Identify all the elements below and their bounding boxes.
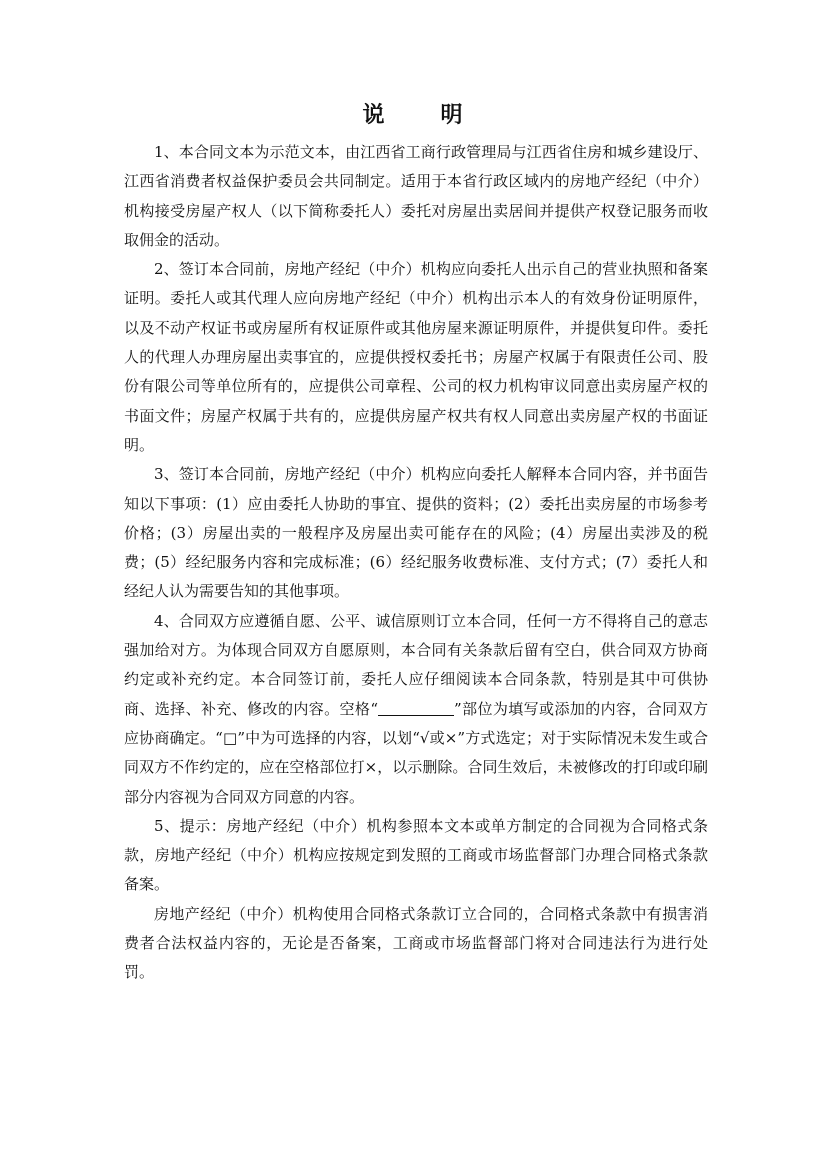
paragraph-5: 5、提示：房地产经纪（中介）机构参照本文本或单方制定的合同视为合同格式条款，房地产经纪（中介）机构应按规定到发照的工商或市场监督部门办理合同格式条款备案。 (124, 816, 708, 894)
title-char-2: 明 (440, 102, 465, 128)
paragraph-4 (124, 607, 708, 812)
paragraph-6: 房地产经纪（中介）机构使用合同格式条款订立合同的，合同格式条款中有损害消费者合法权益内容的，无论是否备案，工商或市场监督部门将对合同违法行为进行处罚。 (124, 904, 708, 982)
fill-in-blank-sample (378, 700, 454, 716)
paragraph-1: 1、本合同文本为示范文本，由江西省工商行政管理局与江西省住房和城乡建设厅、江西省消费者权益保护委员会共同制定。适用于本省行政区域内的房地产经纪（中介）机构接受房屋产权人（以下简称委托人）委托对房屋出卖居间并提供产权登记服务而收取佣金的活动。 (124, 143, 708, 249)
paragraph-2: 2、签订本合同前，房地产经纪（中介）机构应向委托人出示自己的营业执照和备案证明。委托人或其代理人应向房地产经纪（中介）机构出示本人的有效身份证明原件，以及不动产权证书或房屋所有权证原件或其他房屋来源证明原件，并提供复印件。委托人的代理人办理房屋出卖事宜的，应提供授权委托书；房屋产权属于有限责任公司、股份有限公司等单位所有的，应提供公司章程、公司的权力机构审议同意出卖房屋产权的书面文件；房屋产权属于共有的，应提供房屋产权共有权人同意出卖房屋产权的书面证明。 (124, 260, 708, 454)
paragraph-4-part-2: ”部位为填写或添加的内容，合同双方应协商确定。“□”中为可选择的内容，以划“√或×”方式选定；对于实际情况未发生或合同双方不作约定的，应在空格部位打×，以示删除。合同生效后，未被修改的打印或印刷部分内容视为合同双方同意的内容。 (124, 699, 708, 806)
document-body (124, 138, 708, 988)
title-char-1: 说 (362, 102, 387, 128)
paragraph-3: 3、签订本合同前，房地产经纪（中介）机构应向委托人解释本合同内容，并书面告知以下事项：(1）应由委托人协助的事宜、提供的资料；(2）委托出卖房屋的市场参考价格；(3）房屋出卖的一般程序及房屋出卖可能存在的风险；(4）房屋出卖涉及的税费；(5）经纪服务内容和完成标准；(6）经纪服务收费标准、支付方式；(7）委托人和经纪人认为需要告知的其他事项。 (124, 465, 708, 601)
page-title (0, 98, 827, 129)
paragraph-4-part-1: 4、合同双方应遵循自愿、公平、诚信原则订立本合同，任何一方不得将自己的意志强加给对方。为体现合同双方自愿原则，本合同有关条款后留有空白，供合同双方协商约定或补充约定。本合同签订前，委托人应仔细阅读本合同条款，特别是其中可供协商、选择、补充、修改的内容。空格“ (124, 611, 708, 718)
